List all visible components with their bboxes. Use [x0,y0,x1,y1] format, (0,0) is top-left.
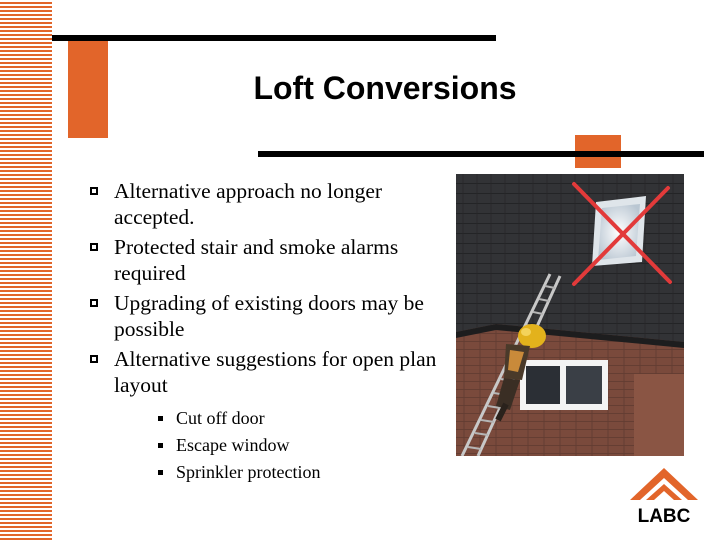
left-striped-margin [0,0,52,540]
list-item [88,234,438,286]
list-item [158,432,320,459]
square-bullet-icon [90,187,98,195]
square-bullet-icon [90,299,98,307]
title-top-bar [52,35,496,41]
sub-bullet-text: Escape window [176,435,290,455]
sub-bullet-list [158,405,320,486]
list-item [88,346,438,398]
bullet-list [88,178,438,402]
sub-bullet-text: Sprinkler protection [176,462,321,482]
sub-bullet-text: Cut off door [176,408,265,428]
small-square-bullet-icon [158,470,163,475]
title-bottom-bar [258,151,704,157]
list-item [158,459,320,486]
list-item [88,178,438,230]
bullet-text: Upgrading of existing doors may be possible [114,291,424,341]
list-item [158,405,320,432]
labc-logo [626,464,702,526]
bullet-text: Alternative approach no longer accepted. [114,179,383,229]
list-item [88,290,438,342]
firefighter-ladder-photo [456,174,684,456]
square-bullet-icon [90,243,98,251]
bullet-text: Protected stair and smoke alarms required [114,235,399,285]
small-square-bullet-icon [158,416,163,421]
square-bullet-icon [90,355,98,363]
logo-text: LABC [637,506,691,526]
small-square-bullet-icon [158,443,163,448]
bullet-text: Alternative suggestions for open plan layout [114,347,437,397]
orange-accent-block-top [68,36,108,138]
slide-title: Loft Conversions [253,70,517,106]
